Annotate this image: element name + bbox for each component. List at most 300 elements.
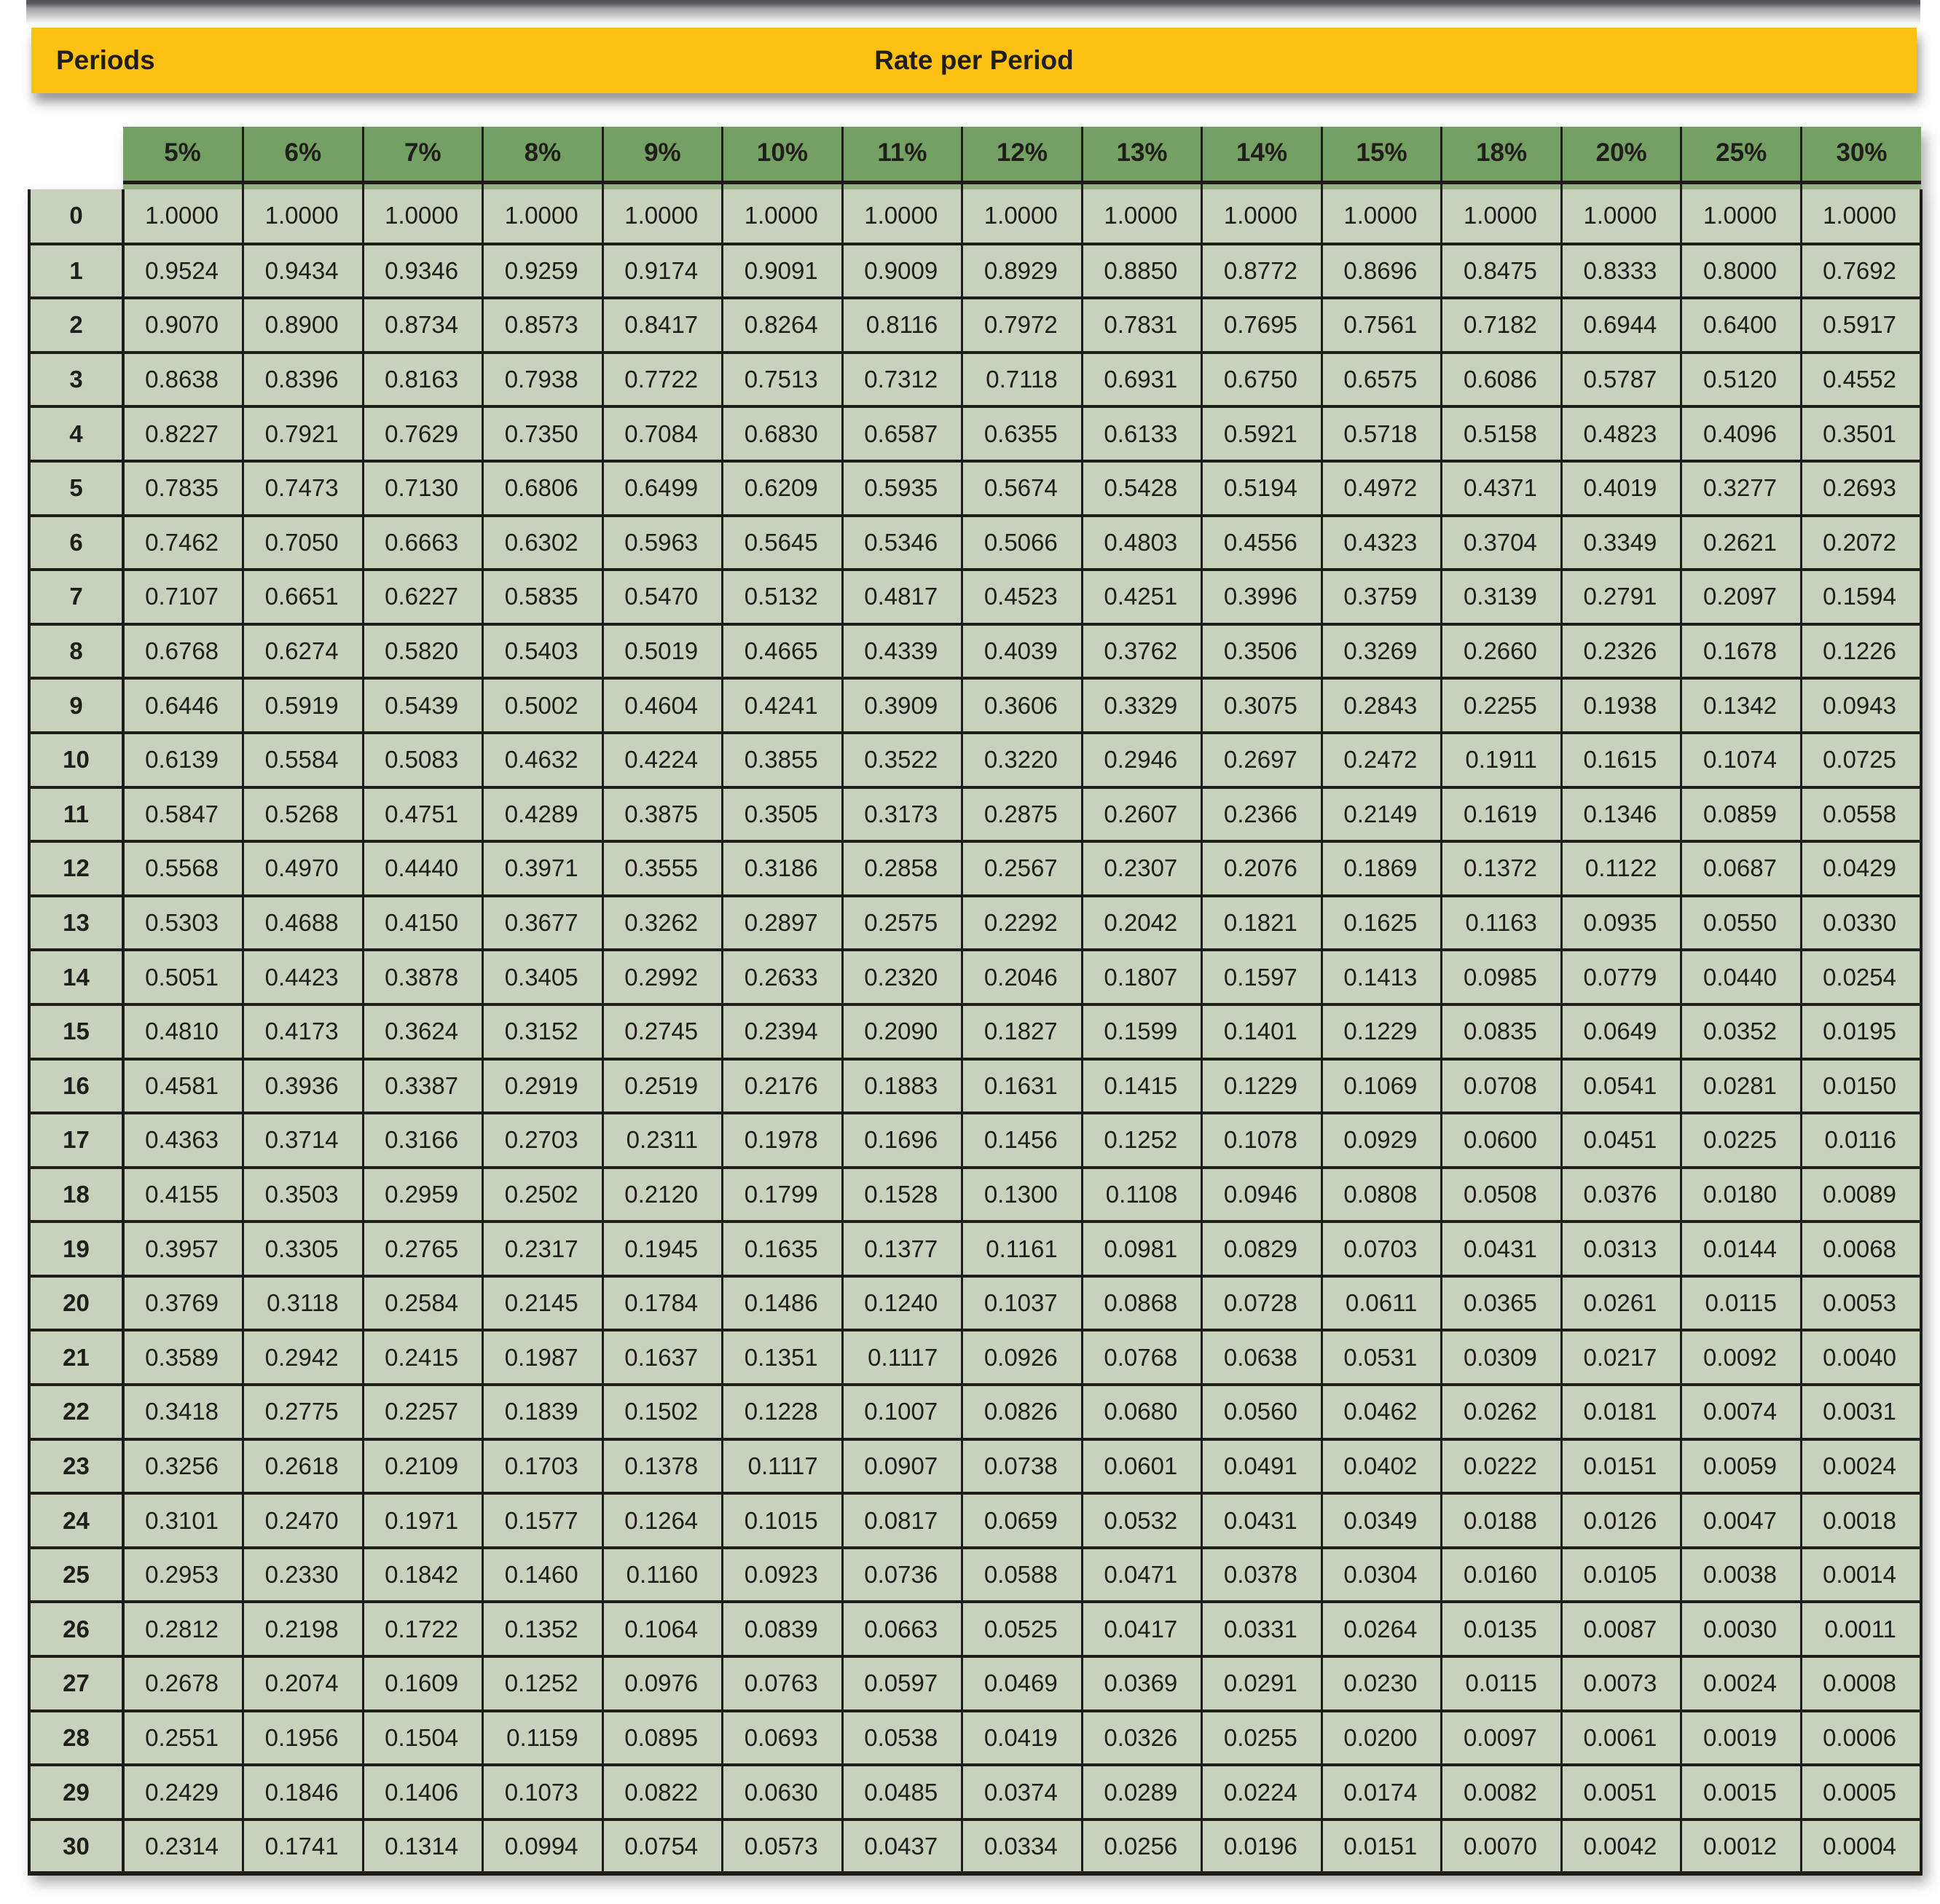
pv-factor-cell: 0.0946 [1202, 1168, 1322, 1222]
pv-factor-cell: 0.8116 [842, 298, 962, 353]
pv-factor-cell: 0.0437 [842, 1820, 962, 1874]
pv-factor-cell: 0.2317 [483, 1222, 603, 1276]
pv-factor-cell: 0.2120 [602, 1168, 723, 1222]
pv-factor-cell: 0.7695 [1202, 298, 1322, 353]
pv-factor-cell: 0.0089 [1801, 1168, 1921, 1222]
pv-factor-cell: 0.1938 [1561, 678, 1681, 733]
pv-factor-cell: 0.3996 [1202, 570, 1322, 624]
pv-factor-cell: 0.3875 [602, 787, 723, 842]
pv-factor-cell: 0.1352 [483, 1602, 603, 1656]
pv-factor-cell: 0.2843 [1322, 678, 1442, 733]
pv-factor-cell: 0.1637 [602, 1330, 723, 1385]
pv-factor-cell: 0.0763 [723, 1656, 843, 1711]
pv-factor-cell: 0.0531 [1322, 1330, 1442, 1385]
table-row [29, 189, 1921, 244]
pv-factor-cell: 0.8638 [123, 353, 243, 407]
pv-factor-cell: 0.0014 [1801, 1548, 1921, 1602]
pv-factor-cell: 0.0087 [1561, 1602, 1681, 1656]
pv-factor-cell: 0.8929 [962, 244, 1083, 299]
pv-factor-cell: 0.0040 [1801, 1330, 1921, 1385]
pv-factor-cell: 0.5718 [1322, 406, 1442, 461]
period-row-label: 17 [29, 1113, 123, 1168]
pv-factor-cell: 0.1264 [602, 1493, 723, 1548]
pv-factor-cell: 0.1799 [723, 1168, 843, 1222]
pv-factor-cell: 0.7831 [1082, 298, 1202, 353]
pv-factor-cell: 0.1987 [483, 1330, 603, 1385]
pv-factor-cell: 0.7130 [363, 461, 483, 516]
pv-factor-cell: 0.5787 [1561, 353, 1681, 407]
pv-factor-cell: 0.2307 [1082, 841, 1202, 896]
pv-factor-cell: 0.0151 [1561, 1439, 1681, 1494]
pv-factor-cell: 0.9434 [243, 244, 364, 299]
pv-factor-cell: 0.6587 [842, 406, 962, 461]
table-row [29, 1711, 1921, 1766]
pv-factor-cell: 0.0981 [1082, 1222, 1202, 1276]
pv-factor-cell: 0.6400 [1681, 298, 1802, 353]
pv-factor-cell: 1.0000 [842, 189, 962, 244]
pv-factor-cell: 0.2678 [123, 1656, 243, 1711]
pv-factor-cell: 0.4823 [1561, 406, 1681, 461]
pv-factor-cell: 0.2326 [1561, 624, 1681, 679]
pv-factor-cell: 0.1486 [723, 1276, 843, 1331]
table-row [29, 1602, 1921, 1656]
pv-factor-cell: 0.1615 [1561, 733, 1681, 787]
table-row [29, 406, 1921, 461]
pv-factor-cell: 0.0738 [962, 1439, 1083, 1494]
pv-factor-cell: 0.2959 [363, 1168, 483, 1222]
pv-factor-cell: 0.1842 [363, 1548, 483, 1602]
pv-factor-cell: 0.6750 [1202, 353, 1322, 407]
pv-factor-cell: 0.1252 [1082, 1113, 1202, 1168]
table-row [29, 896, 1921, 951]
pv-factor-cell: 0.2765 [363, 1222, 483, 1276]
pv-factor-cell: 0.3173 [842, 787, 962, 842]
pv-factor-cell: 0.4241 [723, 678, 843, 733]
pv-factor-cell: 0.1971 [363, 1493, 483, 1548]
pv-factor-cell: 0.7107 [123, 570, 243, 624]
pv-factor-cell: 1.0000 [1681, 189, 1802, 244]
pv-factor-cell: 0.4552 [1801, 353, 1921, 407]
pv-factor-cell: 0.5066 [962, 516, 1083, 570]
pv-factor-cell: 0.5002 [483, 678, 603, 733]
pv-factor-cell: 0.5439 [363, 678, 483, 733]
pv-factor-cell: 0.5403 [483, 624, 603, 679]
pv-factor-cell: 0.8900 [243, 298, 364, 353]
rate-header: 6% [243, 127, 364, 189]
pv-factor-cell: 1.0000 [1202, 189, 1322, 244]
pv-factor-cell: 0.2149 [1322, 787, 1442, 842]
pv-factor-cell: 0.3624 [363, 1004, 483, 1059]
pv-factor-cell: 0.0693 [723, 1711, 843, 1766]
period-row-label: 28 [29, 1711, 123, 1766]
pv-factor-cell: 1.0000 [1082, 189, 1202, 244]
pv-factor-cell: 0.0471 [1082, 1548, 1202, 1602]
pv-factor-cell: 0.2703 [483, 1113, 603, 1168]
pv-factor-cell: 0.1037 [962, 1276, 1083, 1331]
table-row [29, 1820, 1921, 1874]
pv-factor-cell: 0.5835 [483, 570, 603, 624]
pv-factor-cell: 0.0419 [962, 1711, 1083, 1766]
pv-factor-cell: 0.0352 [1681, 1004, 1802, 1059]
pv-factor-cell: 0.4632 [483, 733, 603, 787]
pv-factor-cell: 0.0174 [1322, 1765, 1442, 1820]
period-row-label: 2 [29, 298, 123, 353]
period-row-label: 14 [29, 950, 123, 1004]
pv-factor-cell: 0.7182 [1442, 298, 1562, 353]
pv-factor-cell: 0.0768 [1082, 1330, 1202, 1385]
period-row-label: 5 [29, 461, 123, 516]
pv-factor-cell: 0.0703 [1322, 1222, 1442, 1276]
pv-factor-cell: 0.0004 [1801, 1820, 1921, 1874]
pv-factor-cell: 0.3329 [1082, 678, 1202, 733]
pv-factor-cell: 0.2633 [723, 950, 843, 1004]
rate-header: 20% [1561, 127, 1681, 189]
period-row-label: 8 [29, 624, 123, 679]
pv-factor-cell: 0.0374 [962, 1765, 1083, 1820]
pv-factor-cell: 0.0491 [1202, 1439, 1322, 1494]
pv-factor-cell: 0.1625 [1322, 896, 1442, 951]
pv-factor-cell: 0.4581 [123, 1059, 243, 1114]
pv-factor-cell: 0.7561 [1322, 298, 1442, 353]
pv-factor-cell: 0.0115 [1681, 1276, 1802, 1331]
pv-factor-cell: 1.0000 [723, 189, 843, 244]
periods-title: Periods [56, 45, 155, 75]
pv-factor-cell: 0.1741 [243, 1820, 364, 1874]
pv-factor-cell: 0.2942 [243, 1330, 364, 1385]
pv-factor-cell: 0.3505 [723, 787, 843, 842]
period-row-label: 13 [29, 896, 123, 951]
pv-factor-cell: 0.1504 [363, 1711, 483, 1766]
pv-factor-cell: 0.7462 [123, 516, 243, 570]
rate-header: 30% [1801, 127, 1921, 189]
pv-factor-cell: 0.5568 [123, 841, 243, 896]
pv-factor-cell: 0.1015 [723, 1493, 843, 1548]
pv-factor-cell: 0.1635 [723, 1222, 843, 1276]
pv-factor-cell: 0.2330 [243, 1548, 364, 1602]
pv-factor-cell: 0.1342 [1681, 678, 1802, 733]
rate-header: 11% [842, 127, 962, 189]
pv-factor-cell: 0.4019 [1561, 461, 1681, 516]
pv-factor-cell: 0.0105 [1561, 1548, 1681, 1602]
table-row [29, 678, 1921, 733]
pv-factor-cell: 0.5645 [723, 516, 843, 570]
table-row [29, 461, 1921, 516]
pv-factor-cell: 0.3118 [243, 1276, 364, 1331]
pv-factor-cell: 0.0659 [962, 1493, 1083, 1548]
pv-factor-cell: 0.5919 [243, 678, 364, 733]
pv-factor-cell: 0.1159 [483, 1711, 603, 1766]
pv-factor-cell: 0.0687 [1681, 841, 1802, 896]
pv-factor-cell: 0.3075 [1202, 678, 1322, 733]
pv-factor-cell: 0.1117 [842, 1330, 962, 1385]
pv-factor-cell: 0.1413 [1322, 950, 1442, 1004]
pv-factor-cell: 0.4817 [842, 570, 962, 624]
pv-factor-cell: 0.7513 [723, 353, 843, 407]
pv-factor-cell: 0.1160 [602, 1548, 723, 1602]
pv-factor-cell: 0.0929 [1322, 1113, 1442, 1168]
pv-factor-cell: 0.2621 [1681, 516, 1802, 570]
rate-header: 5% [123, 127, 243, 189]
pv-factor-cell: 0.1528 [842, 1168, 962, 1222]
pv-factor-cell: 0.2072 [1801, 516, 1921, 570]
pv-factor-cell: 0.3387 [363, 1059, 483, 1114]
period-row-label: 4 [29, 406, 123, 461]
pv-factor-cell: 0.0188 [1442, 1493, 1562, 1548]
pv-factor-cell: 0.9174 [602, 244, 723, 299]
pv-factor-cell: 0.5194 [1202, 461, 1322, 516]
table-row [29, 1439, 1921, 1494]
pv-table-body [29, 189, 1921, 1873]
pv-factor-cell: 0.0018 [1801, 1493, 1921, 1548]
pv-factor-cell: 0.1163 [1442, 896, 1562, 951]
pv-factor-cell: 0.0349 [1322, 1493, 1442, 1548]
pv-factor-cell: 0.0331 [1202, 1602, 1322, 1656]
pv-factor-cell: 0.8772 [1202, 244, 1322, 299]
pv-factor-cell: 0.8417 [602, 298, 723, 353]
table-row [29, 1330, 1921, 1385]
pv-factor-cell: 0.5917 [1801, 298, 1921, 353]
pv-factor-cell: 0.0638 [1202, 1330, 1322, 1385]
period-row-label: 11 [29, 787, 123, 842]
pv-factor-cell: 0.0822 [602, 1765, 723, 1820]
pv-factor-cell: 0.1619 [1442, 787, 1562, 842]
pv-factor-cell: 0.0725 [1801, 733, 1921, 787]
pv-factor-cell: 0.1609 [363, 1656, 483, 1711]
pv-factor-cell: 1.0000 [1561, 189, 1681, 244]
pv-factor-cell: 0.4970 [243, 841, 364, 896]
pv-factor-cell: 0.2946 [1082, 733, 1202, 787]
table-row [29, 298, 1921, 353]
pv-factor-cell: 0.0736 [842, 1548, 962, 1602]
period-row-label: 24 [29, 1493, 123, 1548]
rate-header: 18% [1442, 127, 1562, 189]
pv-factor-cell: 0.3714 [243, 1113, 364, 1168]
pv-factor-cell: 1.0000 [123, 189, 243, 244]
pv-factor-cell: 0.0019 [1681, 1711, 1802, 1766]
pv-factor-cell: 0.1351 [723, 1330, 843, 1385]
pv-factor-cell: 0.9259 [483, 244, 603, 299]
pv-factor-cell: 0.0601 [1082, 1439, 1202, 1494]
pv-factor-cell: 0.1577 [483, 1493, 603, 1548]
pv-factor-cell: 0.0255 [1202, 1711, 1322, 1766]
pv-factor-cell: 0.1594 [1801, 570, 1921, 624]
pv-factor-cell: 0.0431 [1202, 1493, 1322, 1548]
pv-factor-cell: 0.1108 [1082, 1168, 1202, 1222]
period-row-label: 22 [29, 1385, 123, 1439]
pv-factor-cell: 0.4688 [243, 896, 364, 951]
pv-factor-cell: 0.9091 [723, 244, 843, 299]
pv-factor-cell: 0.3405 [483, 950, 603, 1004]
pv-factor-cell: 1.0000 [1801, 189, 1921, 244]
pv-factor-cell: 0.0808 [1322, 1168, 1442, 1222]
period-row-label: 10 [29, 733, 123, 787]
pv-factor-cell: 0.8000 [1681, 244, 1802, 299]
pv-factor-cell: 0.5470 [602, 570, 723, 624]
pv-factor-cell: 0.4523 [962, 570, 1083, 624]
pv-factor-cell: 0.3503 [243, 1168, 364, 1222]
pv-factor-cell: 0.0630 [723, 1765, 843, 1820]
period-row-label: 21 [29, 1330, 123, 1385]
pv-factor-cell: 0.5132 [723, 570, 843, 624]
pv-factor-cell: 0.0200 [1322, 1711, 1442, 1766]
pv-factor-cell: 0.0061 [1561, 1711, 1681, 1766]
pv-factor-cell: 0.1956 [243, 1711, 364, 1766]
pv-factor-cell: 0.2584 [363, 1276, 483, 1331]
rate-header: 14% [1202, 127, 1322, 189]
pv-factor-cell: 0.0779 [1561, 950, 1681, 1004]
pv-factor-cell: 0.2875 [962, 787, 1083, 842]
pv-factor-cell: 0.0859 [1681, 787, 1802, 842]
pv-factor-cell: 0.5921 [1202, 406, 1322, 461]
pv-factor-cell: 1.0000 [363, 189, 483, 244]
pv-factor-cell: 0.0994 [483, 1820, 603, 1874]
pv-factor-cell: 0.1869 [1322, 841, 1442, 896]
pv-factor-cell: 0.7118 [962, 353, 1083, 407]
pv-factor-cell: 0.9346 [363, 244, 483, 299]
pv-factor-cell: 0.2429 [123, 1765, 243, 1820]
pv-factor-cell: 0.0829 [1202, 1222, 1322, 1276]
pv-factor-cell: 0.3262 [602, 896, 723, 951]
pv-factor-cell: 0.8696 [1322, 244, 1442, 299]
period-row-label: 20 [29, 1276, 123, 1331]
pv-factor-cell: 0.0429 [1801, 841, 1921, 896]
rate-header: 12% [962, 127, 1083, 189]
pv-factor-cell: 0.4339 [842, 624, 962, 679]
pv-factor-cell: 0.1314 [363, 1820, 483, 1874]
table-row [29, 841, 1921, 896]
pv-factor-cell: 0.1229 [1202, 1059, 1322, 1114]
pv-factor-cell: 0.6209 [723, 461, 843, 516]
rate-header: 10% [723, 127, 843, 189]
pv-factor-cell: 0.0074 [1681, 1385, 1802, 1439]
pv-factor-cell: 0.1821 [1202, 896, 1322, 951]
rate-header: 13% [1082, 127, 1202, 189]
pv-factor-cell: 0.7312 [842, 353, 962, 407]
table-row [29, 1004, 1921, 1059]
pv-factor-cell: 0.1631 [962, 1059, 1083, 1114]
pv-factor-cell: 0.0051 [1561, 1765, 1681, 1820]
pv-factor-cell: 0.2693 [1801, 461, 1921, 516]
pv-factor-cell: 0.0431 [1442, 1222, 1562, 1276]
pv-factor-cell: 0.0230 [1322, 1656, 1442, 1711]
pv-factor-cell: 0.0181 [1561, 1385, 1681, 1439]
table-row [29, 1765, 1921, 1820]
pv-factor-cell: 0.6227 [363, 570, 483, 624]
table-row [29, 1656, 1921, 1711]
pv-factor-cell: 0.1406 [363, 1765, 483, 1820]
pv-factor-cell: 0.0558 [1801, 787, 1921, 842]
pv-factor-cell: 0.0588 [962, 1548, 1083, 1602]
pv-factor-cell: 0.3269 [1322, 624, 1442, 679]
table-row [29, 1059, 1921, 1114]
pv-factor-cell: 0.3139 [1442, 570, 1562, 624]
pv-factor-cell: 0.0378 [1202, 1548, 1322, 1602]
pv-factor-cell: 0.2255 [1442, 678, 1562, 733]
pv-factor-cell: 0.3555 [602, 841, 723, 896]
pv-factor-cell: 0.2519 [602, 1059, 723, 1114]
pv-factor-cell: 0.0217 [1561, 1330, 1681, 1385]
pv-factor-cell: 0.1846 [243, 1765, 364, 1820]
table-row [29, 733, 1921, 787]
pv-factor-cell: 0.0985 [1442, 950, 1562, 1004]
pv-factor-cell: 0.0976 [602, 1656, 723, 1711]
pv-factor-cell: 1.0000 [962, 189, 1083, 244]
pv-factor-cell: 0.0115 [1442, 1656, 1562, 1711]
pv-factor-cell: 0.1827 [962, 1004, 1083, 1059]
pv-factor-cell: 0.7473 [243, 461, 364, 516]
pv-factor-cell: 0.0895 [602, 1711, 723, 1766]
pv-factor-cell: 0.0541 [1561, 1059, 1681, 1114]
pv-factor-cell: 0.4556 [1202, 516, 1322, 570]
pv-factor-cell: 0.2311 [602, 1113, 723, 1168]
pv-factor-cell: 0.2320 [842, 950, 962, 1004]
pv-factor-cell: 0.2076 [1202, 841, 1322, 896]
pv-factor-cell: 0.1122 [1561, 841, 1681, 896]
table-row [29, 1548, 1921, 1602]
pv-factor-cell: 0.4173 [243, 1004, 364, 1059]
pv-factor-cell: 0.0708 [1442, 1059, 1562, 1114]
table-row [29, 1113, 1921, 1168]
pv-factor-cell: 0.0538 [842, 1711, 962, 1766]
pv-factor-cell: 0.2257 [363, 1385, 483, 1439]
pv-factor-cell: 0.2074 [243, 1656, 364, 1711]
pv-factor-cell: 0.1069 [1322, 1059, 1442, 1114]
pv-factor-cell: 0.0451 [1561, 1113, 1681, 1168]
pv-factor-cell: 0.3277 [1681, 461, 1802, 516]
pv-factor-cell: 0.0469 [962, 1656, 1083, 1711]
pv-factor-cell: 0.0092 [1681, 1330, 1802, 1385]
pv-factor-cell: 0.1415 [1082, 1059, 1202, 1114]
pv-factor-cell: 0.2292 [962, 896, 1083, 951]
pv-factor-cell: 0.1599 [1082, 1004, 1202, 1059]
pv-factor-cell: 0.1883 [842, 1059, 962, 1114]
pv-factor-cell: 0.5584 [243, 733, 364, 787]
pv-factor-cell: 0.8734 [363, 298, 483, 353]
pv-factor-cell: 0.6663 [363, 516, 483, 570]
period-row-label: 23 [29, 1439, 123, 1494]
period-row-label: 9 [29, 678, 123, 733]
pv-factor-cell: 0.3878 [363, 950, 483, 1004]
pv-factor-cell: 0.6086 [1442, 353, 1562, 407]
pv-factor-cell: 0.0532 [1082, 1493, 1202, 1548]
pv-factor-cell: 0.7835 [123, 461, 243, 516]
pv-factor-cell: 0.4096 [1681, 406, 1802, 461]
pv-factor-cell: 0.0304 [1322, 1548, 1442, 1602]
pv-factor-cell: 0.3704 [1442, 516, 1562, 570]
pv-factor-cell: 0.0817 [842, 1493, 962, 1548]
period-row-label: 29 [29, 1765, 123, 1820]
pv-factor-cell: 0.3101 [123, 1493, 243, 1548]
pv-factor-cell: 0.8163 [363, 353, 483, 407]
pv-factor-cell: 0.6274 [243, 624, 364, 679]
pv-factor-cell: 0.5847 [123, 787, 243, 842]
pv-factor-cell: 0.2145 [483, 1276, 603, 1331]
pv-factor-cell: 0.3418 [123, 1385, 243, 1439]
pv-factor-cell: 0.0030 [1681, 1602, 1802, 1656]
pv-factor-cell: 0.5935 [842, 461, 962, 516]
pv-factor-cell: 0.7050 [243, 516, 364, 570]
pv-factor-cell: 0.8227 [123, 406, 243, 461]
pv-factor-cell: 0.0073 [1561, 1656, 1681, 1711]
pv-factor-cell: 0.2858 [842, 841, 962, 896]
pv-factor-cell: 0.6575 [1322, 353, 1442, 407]
pv-factor-cell: 0.0068 [1801, 1222, 1921, 1276]
rate-header: 25% [1681, 127, 1802, 189]
rate-header: 8% [483, 127, 603, 189]
pv-factor-cell: 0.1300 [962, 1168, 1083, 1222]
pv-factor-cell: 0.1696 [842, 1113, 962, 1168]
pv-factor-cell: 0.0144 [1681, 1222, 1802, 1276]
